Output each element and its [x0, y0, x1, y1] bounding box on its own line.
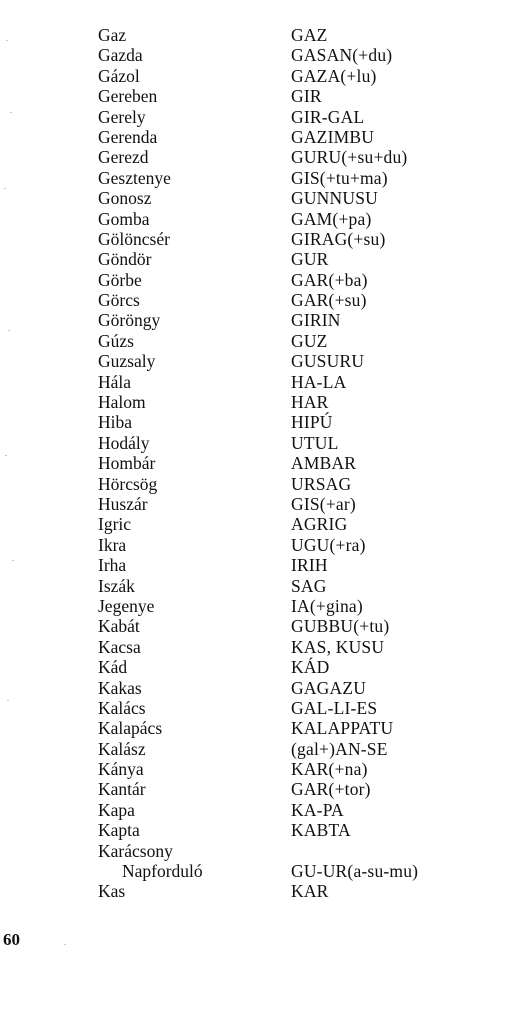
glossary-row [98, 596, 468, 616]
glossary-row [98, 841, 468, 861]
glossary-row [98, 209, 468, 229]
sumerian-word: GAZ [291, 25, 328, 45]
hungarian-word: Gesztenye [98, 167, 171, 188]
sumerian-word: GIR [291, 86, 322, 107]
sumerian-word: GUZ [291, 330, 328, 351]
glossary-row [98, 351, 468, 371]
sumerian-word: KAR(+na) [291, 759, 368, 780]
hungarian-word: Gereben [98, 86, 158, 107]
sumerian-word: SAG [291, 575, 327, 596]
hungarian-word: Kas [98, 881, 126, 902]
scan-speck [12, 560, 14, 561]
hungarian-word: Gerenda [98, 126, 158, 147]
sumerian-word: GIS(+ar) [291, 493, 356, 514]
scan-speck [64, 944, 66, 945]
hungarian-word: Göndör [98, 249, 152, 270]
glossary-row [98, 290, 468, 310]
sumerian-word: GAZIMBU [291, 126, 375, 147]
glossary-row [98, 820, 468, 840]
hungarian-word: Kalász [98, 738, 146, 759]
glossary-row [98, 86, 468, 106]
scan-speck [7, 700, 9, 701]
sumerian-word: GAM(+pa) [291, 208, 372, 229]
hungarian-word: Göröngy [98, 310, 161, 331]
hungarian-word: Kád [98, 657, 128, 678]
glossary-row [98, 453, 468, 473]
glossary-row [98, 576, 468, 596]
glossary-row [98, 861, 468, 881]
sumerian-word: GIRIN [291, 310, 341, 331]
glossary-row [98, 168, 468, 188]
hungarian-word: Gaz [98, 25, 127, 45]
page-number: 60 [3, 930, 20, 949]
hungarian-word: Huszár [98, 493, 148, 514]
sumerian-word: GUSURU [291, 351, 365, 372]
hungarian-word: Gonosz [98, 188, 152, 209]
hungarian-word: Gazda [98, 45, 143, 66]
glossary-row [98, 637, 468, 657]
hungarian-word: Iszák [98, 575, 135, 596]
glossary-row [98, 535, 468, 555]
hungarian-word: Gölöncsér [98, 228, 170, 249]
scan-speck [5, 455, 7, 456]
hungarian-word: Irha [98, 555, 127, 576]
glossary-list [98, 25, 468, 902]
scan-speck [4, 188, 6, 189]
glossary-row [98, 555, 468, 575]
sumerian-word: GUR [291, 249, 329, 270]
hungarian-word: Görbe [98, 269, 142, 290]
glossary-row [98, 739, 468, 759]
glossary-row [98, 25, 468, 45]
sumerian-word: HA-LA [291, 371, 347, 392]
sumerian-word: GIR-GAL [291, 106, 365, 127]
sumerian-word: GAR(+su) [291, 290, 367, 311]
hungarian-word: Gerezd [98, 147, 149, 168]
hungarian-word: Kantár [98, 779, 146, 800]
hungarian-word: Kapa [98, 799, 135, 820]
hungarian-word: Guzsaly [98, 351, 156, 372]
glossary-row [98, 331, 468, 351]
sumerian-word: GAL-LI-ES [291, 697, 378, 718]
sumerian-word: GASAN(+du) [291, 45, 393, 66]
hungarian-word: Gázol [98, 65, 140, 86]
glossary-row [98, 372, 468, 392]
sumerian-word: GURU(+su+du) [291, 147, 408, 168]
glossary-row [98, 45, 468, 65]
hungarian-word: Jegenye [98, 595, 155, 616]
sumerian-word: KAR [291, 881, 329, 902]
sumerian-word: HIPÚ [291, 412, 333, 433]
sumerian-word: GUNNUSU [291, 188, 378, 209]
glossary-row [98, 718, 468, 738]
glossary-row [98, 392, 468, 412]
hungarian-word: Kalács [98, 697, 146, 718]
sumerian-word: AGRIG [291, 514, 348, 535]
sumerian-word: GUBBU(+tu) [291, 616, 390, 637]
sumerian-word: GIS(+tu+ma) [291, 167, 388, 188]
sumerian-word: GAZA(+lu) [291, 65, 377, 86]
hungarian-word: Gerely [98, 106, 146, 127]
glossary-row [98, 759, 468, 779]
hungarian-word: Gomba [98, 208, 150, 229]
sumerian-word: IA(+gina) [291, 595, 363, 616]
hungarian-word: Kapta [98, 820, 140, 841]
glossary-row [98, 66, 468, 86]
glossary-row [98, 107, 468, 127]
sumerian-word: URSAG [291, 473, 352, 494]
hungarian-word: Karácsony [98, 840, 173, 861]
sumerian-word: GAR(+tor) [291, 779, 371, 800]
sumerian-word: KA-PA [291, 799, 344, 820]
glossary-row [98, 127, 468, 147]
sumerian-word: IRIH [291, 555, 328, 576]
sumerian-word: (gal+)AN-SE [291, 738, 388, 759]
hungarian-word: Napforduló [122, 861, 203, 882]
sumerian-word: HAR [291, 392, 329, 413]
hungarian-word: Kabát [98, 616, 140, 637]
glossary-row [98, 494, 468, 514]
sumerian-word: KALAPPATU [291, 718, 394, 739]
glossary-row [98, 229, 468, 249]
scan-speck [6, 40, 8, 41]
scan-speck [10, 112, 12, 113]
sumerian-word: KAS, KUSU [291, 636, 385, 657]
sumerian-word: UTUL [291, 432, 339, 453]
sumerian-word: UGU(+ra) [291, 534, 366, 555]
hungarian-word: Görcs [98, 290, 140, 311]
hungarian-word: Halom [98, 392, 146, 413]
hungarian-word: Gúzs [98, 330, 134, 351]
hungarian-word: Hiba [98, 412, 133, 433]
glossary-row [98, 678, 468, 698]
sumerian-word: GAGAZU [291, 677, 367, 698]
glossary-row [98, 514, 468, 534]
glossary-row [98, 433, 468, 453]
sumerian-word: GIRAG(+su) [291, 228, 386, 249]
hungarian-word: Hörcsög [98, 473, 158, 494]
hungarian-word: Hála [98, 371, 132, 392]
glossary-row [98, 310, 468, 330]
hungarian-word: Kalapács [98, 718, 163, 739]
hungarian-word: Hombár [98, 453, 156, 474]
hungarian-word: Kacsa [98, 636, 141, 657]
glossary-row [98, 698, 468, 718]
glossary-row [98, 881, 468, 901]
glossary-row [98, 474, 468, 494]
sumerian-word: GAR(+ba) [291, 269, 368, 290]
hungarian-word: Kánya [98, 759, 144, 780]
glossary-row [98, 270, 468, 290]
hungarian-word: Hodály [98, 432, 150, 453]
glossary-row [98, 188, 468, 208]
glossary-row [98, 249, 468, 269]
glossary-row [98, 800, 468, 820]
hungarian-word: Kakas [98, 677, 142, 698]
scan-speck [8, 330, 10, 331]
sumerian-word: AMBAR [291, 453, 357, 474]
glossary-row [98, 147, 468, 167]
hungarian-word: Igric [98, 514, 132, 535]
sumerian-word: GU-UR(a-su-mu) [291, 861, 419, 882]
glossary-row [98, 657, 468, 677]
glossary-row [98, 412, 468, 432]
sumerian-word: KABTA [291, 820, 351, 841]
glossary-row [98, 779, 468, 799]
hungarian-word: Ikra [98, 534, 127, 555]
glossary-row [98, 616, 468, 636]
sumerian-word: KÁD [291, 657, 330, 678]
